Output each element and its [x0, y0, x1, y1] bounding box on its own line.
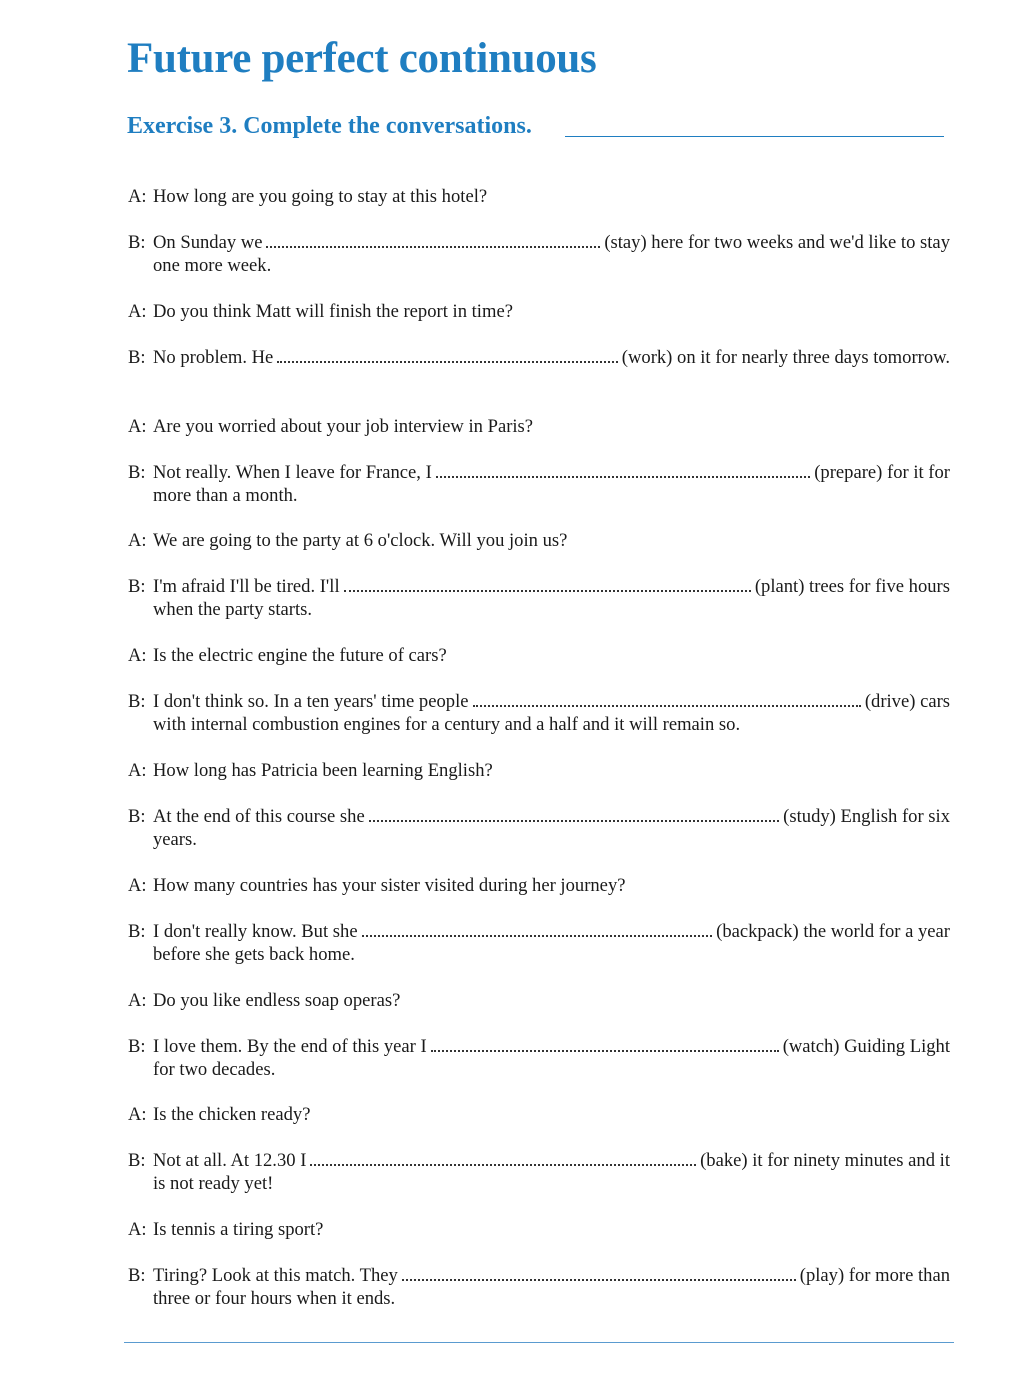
answer-blank[interactable] [266, 242, 600, 248]
speaker-b-line [128, 920, 950, 943]
answer-text-after: (drive) cars [864, 691, 950, 713]
answer-continuation: with internal combustion engines for a century and a half and it will remain so. [153, 714, 741, 736]
speaker-a-label: A: [128, 645, 147, 667]
speaker-b-label: B: [128, 461, 146, 483]
speaker-b-label: B: [128, 1150, 146, 1172]
answer-blank[interactable] [473, 701, 861, 707]
speaker-b-line [128, 231, 950, 254]
answer-blank[interactable] [362, 931, 713, 937]
heading-underline [565, 136, 944, 137]
answer-text-after: (backpack) the world for a year [716, 920, 950, 942]
speaker-b-line [128, 1149, 950, 1172]
answer-continuation: one more week. [153, 255, 272, 276]
speaker-a-label: A: [128, 989, 147, 1011]
question-text: Do you think Matt will finish the report in time? [153, 300, 513, 322]
answer-text-after: (plant) trees for five hours [754, 576, 950, 598]
speaker-a-line [128, 529, 950, 552]
speaker-a-label: A: [128, 760, 147, 781]
answer-text-before: I'm afraid I'll be tired. I'll [153, 576, 340, 598]
speaker-a-line [128, 644, 950, 667]
answer-continuation: is not ready yet! [153, 1173, 274, 1195]
speaker-a-label: A: [128, 1104, 147, 1126]
speaker-b-label: B: [128, 576, 146, 598]
answer-text-before: At the end of this course she [153, 806, 365, 827]
speaker-a-label: A: [128, 415, 147, 437]
answer-text-before: I love them. By the end of this year I [153, 1035, 427, 1057]
question-text: Is the electric engine the future of cars? [153, 645, 447, 667]
speaker-a-line [128, 1103, 950, 1126]
speaker-a-line [128, 185, 950, 208]
speaker-b-line [128, 461, 950, 484]
speaker-a-label: A: [128, 874, 147, 896]
question-text: We are going to the party at 6 o'clock. Will you join us? [153, 530, 568, 552]
question-text: How long has Patricia been learning English? [153, 760, 493, 781]
speaker-a-line [128, 300, 950, 323]
speaker-b-line [128, 690, 950, 713]
answer-text-before: Not at all. At 12.30 I [153, 1150, 307, 1172]
answer-continuation: more than a month. [153, 484, 298, 506]
answer-text-after: (stay) here for two weeks and we'd like to stay [604, 232, 950, 253]
answer-text-after: (work) on it for nearly three days tomorrow. [621, 346, 950, 368]
speaker-a-label: A: [128, 530, 147, 552]
answer-text-before: I don't think so. In a ten years' time people [153, 691, 469, 713]
speaker-b-label: B: [128, 920, 146, 942]
speaker-a-line [128, 989, 950, 1012]
answer-continuation: for two decades. [153, 1058, 276, 1080]
answer-blank[interactable] [310, 1160, 696, 1166]
answer-text-after: (play) for more than [799, 1265, 950, 1287]
answer-text-before: Tiring? Look at this match. They [153, 1265, 398, 1287]
answer-continuation: before she gets back home. [153, 943, 355, 965]
answer-text-after: (bake) it for ninety minutes and it [700, 1150, 950, 1172]
question-text: How long are you going to stay at this hotel? [153, 186, 488, 207]
answer-text-before: Not really. When I leave for France, I [153, 461, 432, 483]
speaker-b-line [128, 575, 950, 598]
answer-continuation: three or four hours when it ends. [153, 1288, 396, 1310]
question-text: Is tennis a tiring sport? [153, 1219, 324, 1241]
speaker-b-label: B: [128, 346, 146, 368]
answer-blank[interactable] [436, 472, 810, 478]
speaker-b-label: B: [128, 232, 146, 253]
answer-blank[interactable] [431, 1046, 779, 1052]
speaker-a-label: A: [128, 300, 147, 322]
exercise-heading: Exercise 3. Complete the conversations. [127, 113, 532, 139]
speaker-b-label: B: [128, 1035, 146, 1057]
speaker-a-line [128, 759, 950, 782]
answer-blank[interactable] [402, 1275, 796, 1281]
answer-continuation: when the party starts. [153, 599, 313, 621]
question-text: Is the chicken ready? [153, 1104, 311, 1126]
speaker-b-label: B: [128, 806, 146, 827]
speaker-b-line [128, 805, 950, 828]
speaker-b-label: B: [128, 691, 146, 713]
answer-text-before: On Sunday we [153, 232, 263, 253]
speaker-b-label: B: [128, 1265, 146, 1287]
answer-blank[interactable] [344, 586, 751, 592]
question-text: Are you worried about your job interview in Paris? [153, 415, 534, 437]
speaker-a-label: A: [128, 1219, 147, 1241]
answer-text-after: (study) English for six [783, 806, 950, 827]
answer-blank[interactable] [369, 816, 779, 822]
answer-text-before: I don't really know. But she [153, 920, 358, 942]
question-text: How many countries has your sister visited during her journey? [153, 874, 626, 896]
speaker-b-line [128, 346, 950, 369]
answer-text-after: (prepare) for it for [814, 461, 950, 483]
speaker-b-line [128, 1264, 950, 1287]
answer-blank[interactable] [277, 357, 617, 363]
footer-divider [124, 1342, 954, 1343]
answer-text-after: (watch) Guiding Light [782, 1035, 950, 1057]
speaker-a-line [128, 874, 950, 897]
speaker-a-line [128, 1218, 950, 1241]
answer-continuation: years. [153, 829, 197, 850]
question-text: Do you like endless soap operas? [153, 989, 401, 1011]
speaker-a-line [128, 415, 950, 438]
page-title: Future perfect continuous [127, 35, 597, 82]
answer-text-before: No problem. He [153, 346, 274, 368]
speaker-b-line [128, 1035, 950, 1058]
speaker-a-label: A: [128, 186, 147, 207]
